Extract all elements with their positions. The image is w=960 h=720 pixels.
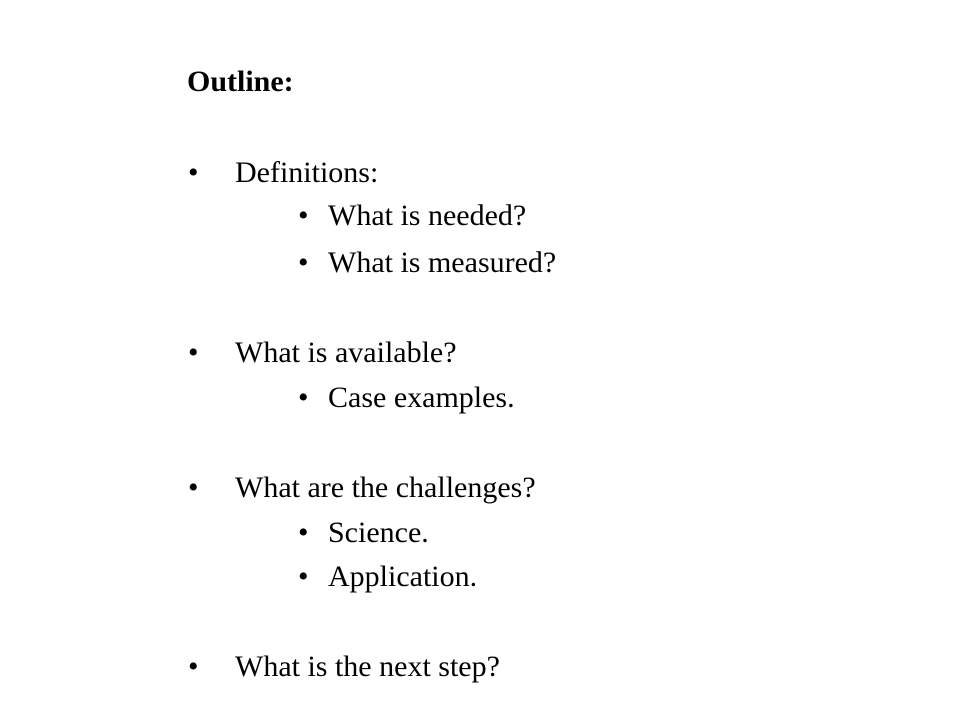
bullet-text: What is the next step? [235, 650, 500, 683]
bullet-icon: • [188, 336, 199, 369]
bullet-icon: • [298, 516, 309, 549]
bullet-icon: • [188, 156, 199, 189]
bullet-text: Science. [328, 516, 429, 549]
bullet-icon: • [188, 471, 199, 504]
bullet-text: What are the challenges? [235, 471, 536, 504]
bullet-text: What is needed? [328, 199, 527, 232]
bullet-icon: • [298, 381, 309, 414]
bullet-text: Definitions: [235, 156, 379, 189]
bullet-text: Application. [328, 560, 478, 593]
bullet-text: Case examples. [328, 381, 515, 414]
bullet-text: What is measured? [328, 246, 557, 279]
bullet-text: What is available? [235, 336, 457, 369]
bullet-icon: • [298, 560, 309, 593]
bullet-icon: • [298, 246, 309, 279]
slide-title: Outline: [187, 65, 294, 98]
bullet-icon: • [188, 650, 199, 683]
bullet-icon: • [298, 199, 309, 232]
